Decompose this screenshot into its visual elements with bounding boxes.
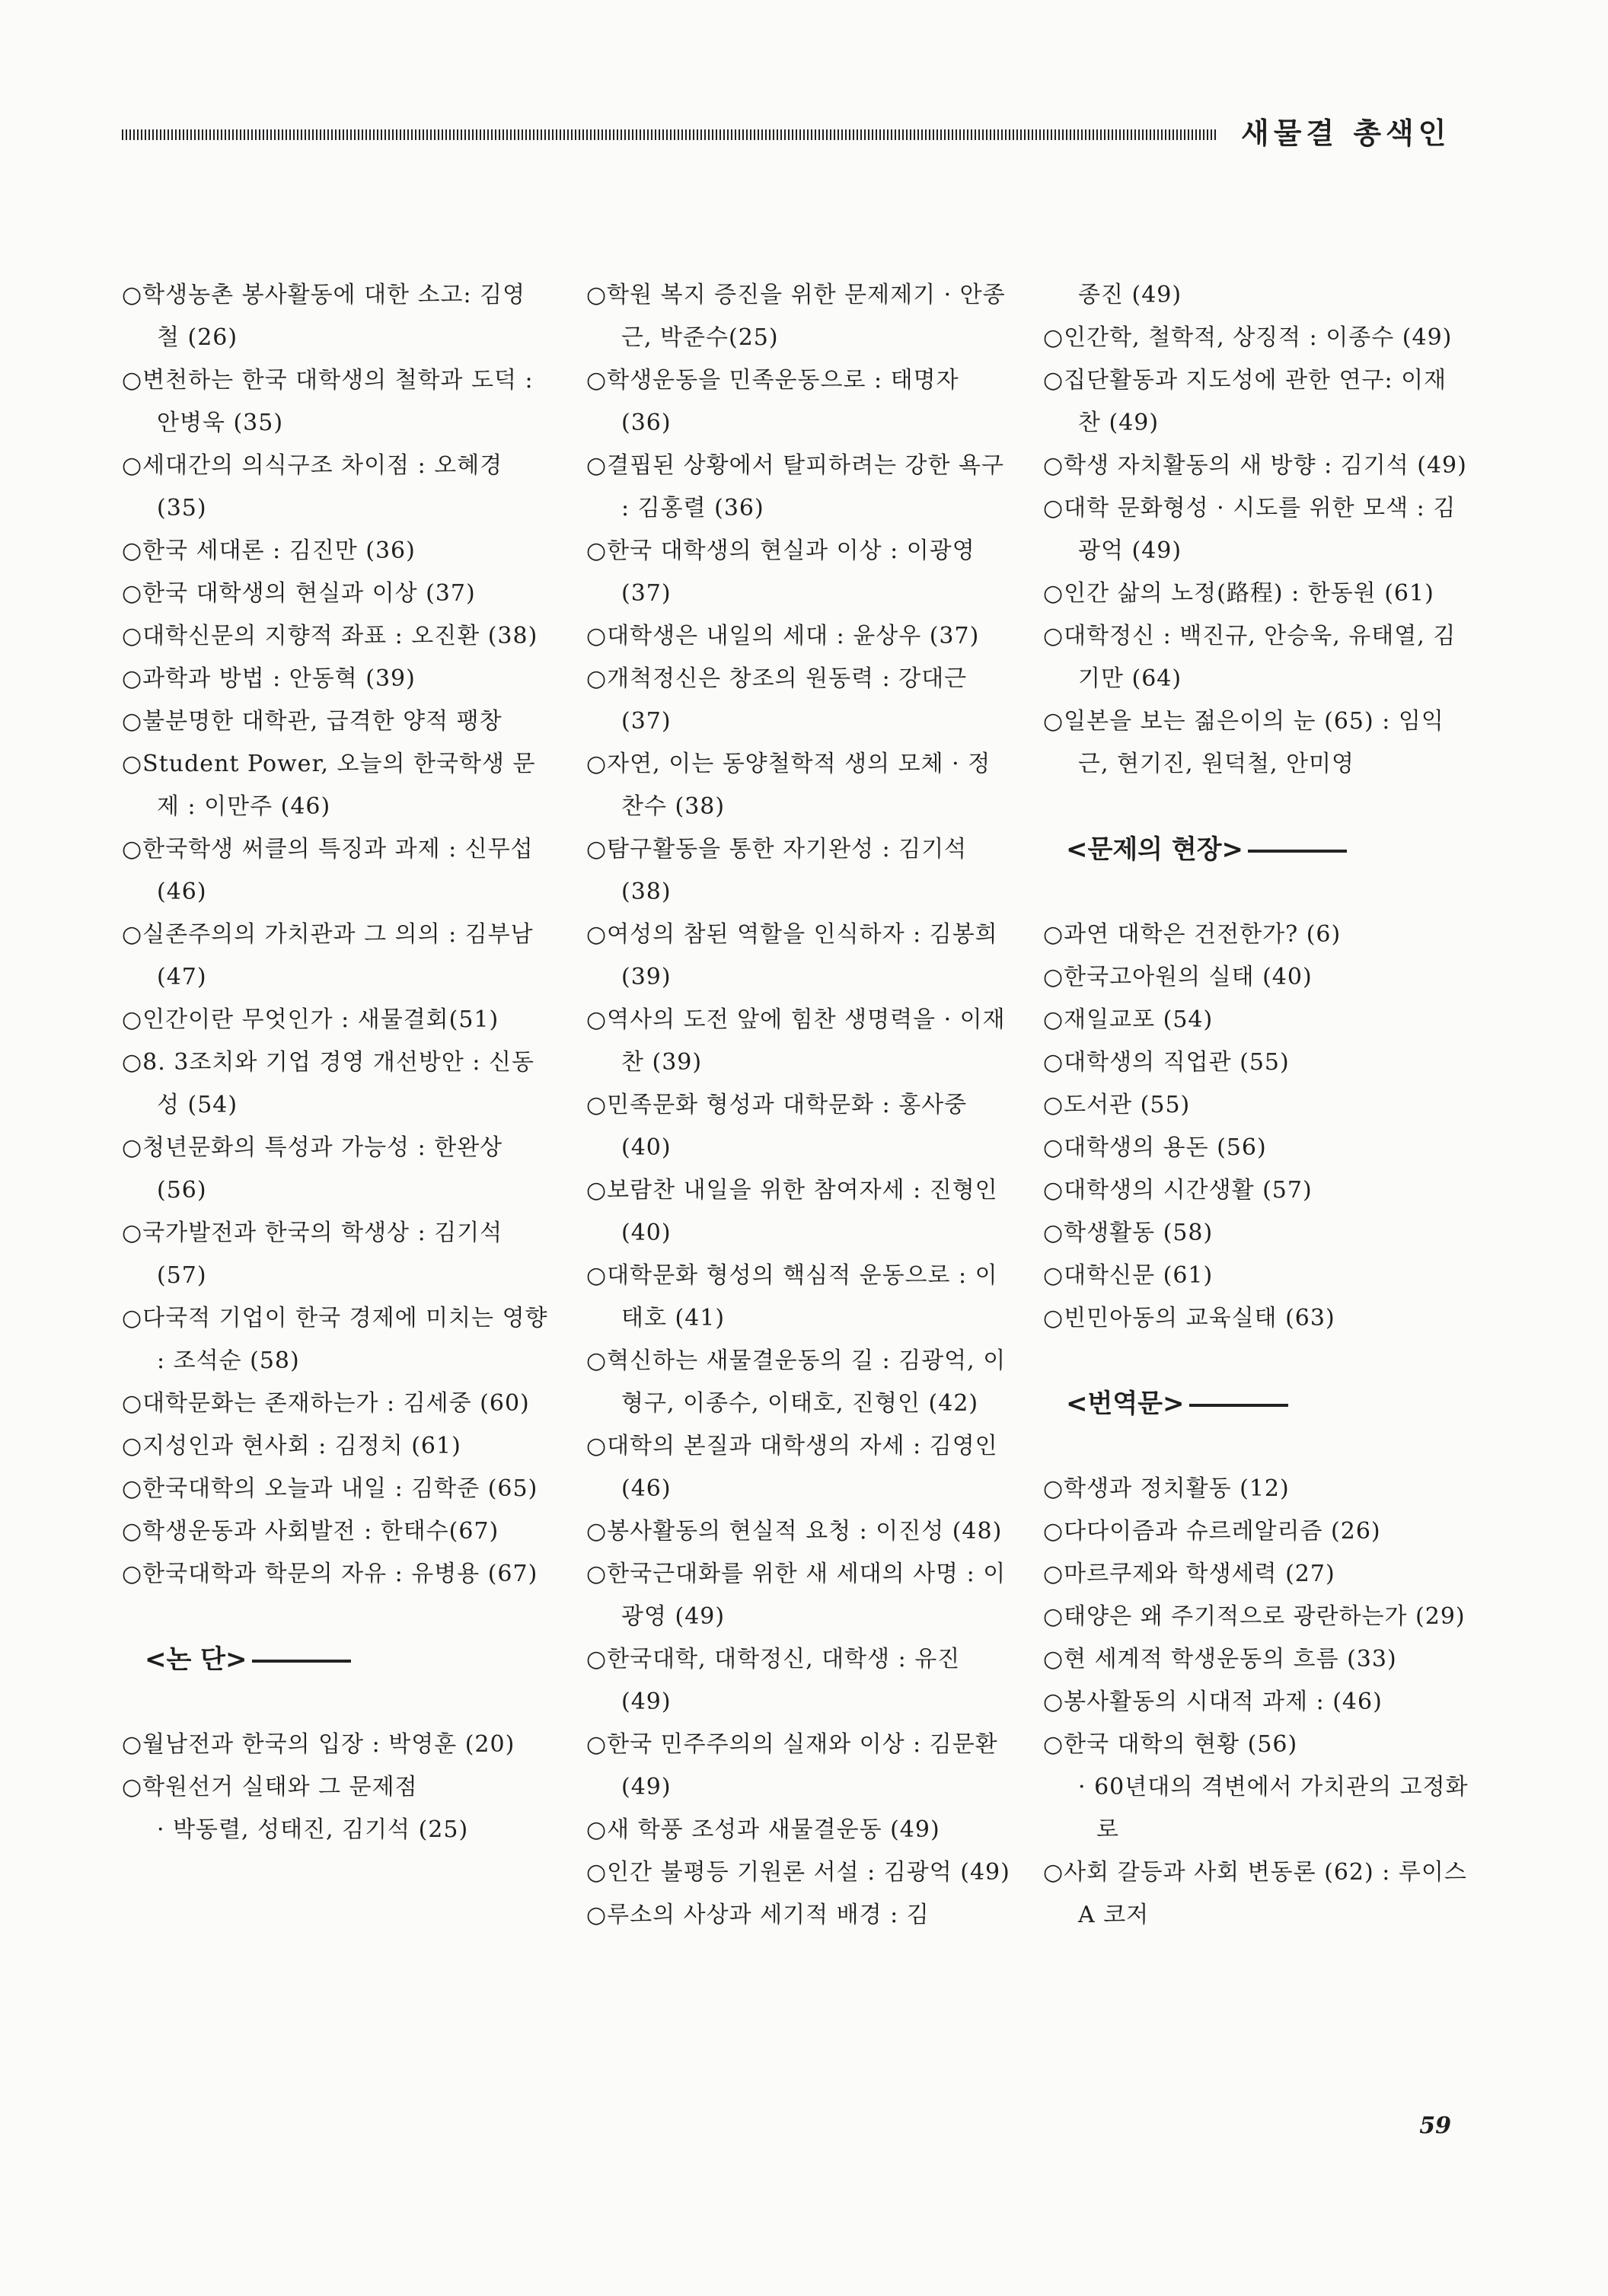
section-heading: <번역문> — [1066, 1382, 1469, 1425]
index-entry: ○현 세계적 학생운동의 흐름 (33) — [1043, 1646, 1397, 1673]
index-entry: ○사회 갈등과 사회 변동론 (62) : 루이스 A 코저 — [1043, 1859, 1467, 1928]
index-entry: ○인간이란 무엇인가 : 새물결회(51) — [122, 1006, 499, 1033]
index-entry: ○마르쿠제와 학생세력 (27) — [1043, 1561, 1335, 1587]
index-entry: ○과학과 방법 : 안동혁 (39) — [122, 665, 416, 692]
index-entry: ○도서관 (55) — [1043, 1092, 1191, 1118]
index-entry: ○한국대학, 대학정신, 대학생 : 유진 (49) — [586, 1646, 961, 1715]
section-rule — [1248, 850, 1347, 853]
index-entry: ○인간 삶의 노정(路程) : 한동원 (61) — [1043, 580, 1434, 607]
index-entry: ○역사의 도전 앞에 힘찬 생명력을 · 이재찬 (39) — [586, 1006, 1006, 1076]
index-entry: ○일본을 보는 젊은이의 눈 (65) : 임익근, 현기진, 원덕철, 안미영 — [1043, 708, 1444, 777]
index-entry: ○대학 문화형성 · 시도를 위한 모색 : 김광억 (49) — [1043, 495, 1456, 564]
index-entry: ○민족문화 형성과 대학문화 : 홍사중 (40) — [586, 1092, 968, 1161]
index-entry: ○대학문화 형성의 핵심적 운동으로 : 이태호 (41) — [586, 1262, 998, 1331]
index-entry: ○학원 복지 증진을 위한 문제제기 · 안종근, 박준수(25) — [586, 282, 1006, 351]
index-entry: ○대학신문 (61) — [1043, 1262, 1214, 1289]
index-entry: ○Student Power, 오늘의 한국학생 문제 : 이만주 (46) — [122, 751, 536, 820]
header-rule — [122, 129, 1218, 140]
index-entry: ○태양은 왜 주기적으로 광란하는가 (29) — [1043, 1603, 1466, 1630]
page-number: 59 — [1419, 2113, 1451, 2139]
index-entry: ○과연 대학은 건전한가? (6) — [1043, 921, 1342, 948]
column-3 — [1043, 274, 1469, 1937]
index-entry: ○대학생의 용돈 (56) — [1043, 1134, 1267, 1161]
column-2 — [586, 274, 1013, 1937]
index-entry: ○자연, 이는 동양철학적 생의 모체 · 정찬수 (38) — [586, 751, 991, 820]
column-1 — [122, 274, 548, 1851]
index-entry: ○월남전과 한국의 입장 : 박영훈 (20) — [122, 1731, 515, 1758]
index-entry: ○다국적 기업이 한국 경제에 미치는 영향 : 조석순 (58) — [122, 1305, 548, 1374]
index-entry: ○대학생의 직업관 (55) — [1043, 1049, 1290, 1076]
index-subentry: · 60년대의 격변에서 가치관의 고정화로 — [1078, 1774, 1469, 1843]
index-entry: ○학생활동 (58) — [1043, 1220, 1214, 1246]
index-entry: ○한국대학의 오늘과 내일 : 김학준 (65) — [122, 1475, 538, 1502]
section-heading: <문제의 현장> — [1066, 828, 1469, 871]
index-entry: 종진 (49) — [1078, 282, 1182, 308]
index-entry: ○인간학, 철학적, 상징적 : 이종수 (49) — [1043, 324, 1453, 351]
index-entry: ○한국 대학의 현황 (56) — [1043, 1731, 1298, 1758]
index-entry: ○학생운동을 민족운동으로 : 태명자 (36) — [586, 367, 959, 436]
index-entry: ○대학문화는 존재하는가 : 김세중 (60) — [122, 1390, 530, 1417]
index-entry: ○인간 불평등 기원론 서설 : 김광억 (49) — [586, 1859, 1010, 1886]
index-entry: ○빈민아동의 교육실태 (63) — [1043, 1305, 1335, 1331]
index-entry: ○한국 세대론 : 김진만 (36) — [122, 537, 416, 564]
index-entry: ○대학정신 : 백진규, 안승욱, 유태열, 김기만 (64) — [1043, 623, 1456, 692]
index-entry: ○새 학풍 조성과 새물결운동 (49) — [586, 1816, 940, 1843]
index-entry: ○청년문화의 특성과 가능성 : 한완상 (56) — [122, 1134, 503, 1204]
index-entry: ○학생농촌 봉사활동에 대한 소고: 김영철 (26) — [122, 282, 526, 351]
index-entry: ○한국 민주주의의 실재와 이상 : 김문환 (49) — [586, 1731, 998, 1800]
index-entry: ○봉사활동의 시대적 과제 : (46) — [1043, 1689, 1383, 1715]
index-entry: ○대학생의 시간생활 (57) — [1043, 1177, 1313, 1204]
index-entry: ○보람찬 내일을 위한 참여자세 : 진형인 (40) — [586, 1177, 998, 1246]
index-entry: ○봉사활동의 현실적 요청 : 이진성 (48) — [586, 1518, 1003, 1545]
index-entry: ○한국고아원의 실태 (40) — [1043, 964, 1313, 990]
index-entry: ○지성인과 현사회 : 김정치 (61) — [122, 1433, 461, 1459]
index-entry: ○한국학생 써클의 특징과 과제 : 신무섭 (46) — [122, 836, 534, 905]
section-rule — [1189, 1404, 1288, 1407]
index-entry: ○한국근대화를 위한 새 세대의 사명 : 이광영 (49) — [586, 1561, 1007, 1630]
index-entry: ○대학신문의 지향적 좌표 : 오진환 (38) — [122, 623, 538, 649]
index-entry: ○학원선거 실태와 그 문제점 — [122, 1774, 418, 1800]
section-rule — [252, 1660, 351, 1663]
section-heading: <논 단> — [145, 1638, 548, 1681]
index-entry: ○한국 대학생의 현실과 이상 : 이광영 (37) — [586, 537, 975, 607]
index-entry: ○결핍된 상황에서 탈피하려는 강한 욕구 : 김홍렬 (36) — [586, 452, 1005, 521]
index-entry: ○실존주의의 가치관과 그 의의 : 김부남 (47) — [122, 921, 534, 990]
index-entry: ○대학생은 내일의 세대 : 윤상우 (37) — [586, 623, 980, 649]
index-entry: ○여성의 참된 역할을 인식하자 : 김봉희 (39) — [586, 921, 998, 990]
index-entry: ○한국 대학생의 현실과 이상 (37) — [122, 580, 476, 607]
index-entry: ○학생 자치활동의 새 방향 : 김기석 (49) — [1043, 452, 1467, 479]
index-entry: ○학생운동과 사회발전 : 한태수(67) — [122, 1518, 499, 1545]
index-entry: ○재일교포 (54) — [1043, 1006, 1214, 1033]
index-subentry: · 박동렬, 성태진, 김기석 (25) — [157, 1816, 469, 1843]
index-entry: ○8. 3조치와 기업 경영 개선방안 : 신동성 (54) — [122, 1049, 534, 1118]
page-header — [122, 107, 1508, 160]
index-entry: ○탐구활동을 통한 자기완성 : 김기석 (38) — [586, 836, 968, 905]
index-entry: ○대학의 본질과 대학생의 자세 : 김영인 (46) — [586, 1433, 998, 1502]
header-title: 새물결 총색인 — [1241, 116, 1451, 150]
index-entry: ○학생과 정치활동 (12) — [1043, 1475, 1290, 1502]
index-entry: ○세대간의 의식구조 차이점 : 오혜경 (35) — [122, 452, 503, 521]
index-entry: ○한국대학과 학문의 자유 : 유병용 (67) — [122, 1561, 538, 1587]
index-entry: ○다다이즘과 슈르레알리즘 (26) — [1043, 1518, 1381, 1545]
index-entry: ○루소의 사상과 세기적 배경 : 김 — [586, 1902, 930, 1928]
index-entry: ○집단활동과 지도성에 관한 연구: 이재찬 (49) — [1043, 367, 1447, 436]
index-entry: ○국가발전과 한국의 학생상 : 김기석 (57) — [122, 1220, 503, 1289]
index-entry: ○불분명한 대학관, 급격한 양적 팽창 — [122, 708, 502, 735]
index-entry: ○변천하는 한국 대학생의 철학과 도덕 : 안병욱 (35) — [122, 367, 534, 436]
index-entry: ○개척정신은 창조의 원동력 : 강대근 (37) — [586, 665, 968, 735]
index-entry: ○혁신하는 새물결운동의 길 : 김광억, 이형구, 이종수, 이태호, 진형인 (42) — [586, 1347, 1007, 1417]
